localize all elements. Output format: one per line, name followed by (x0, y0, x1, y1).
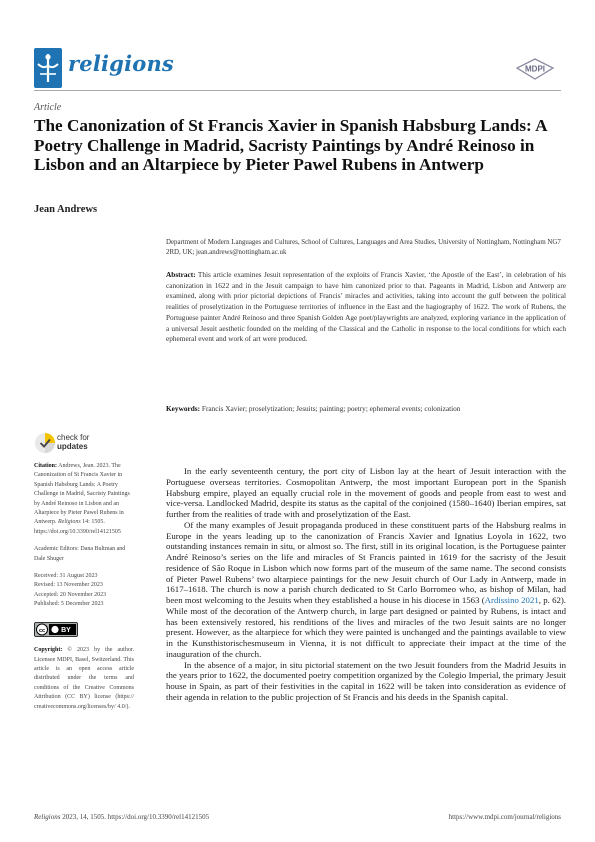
article-type: Article (34, 102, 62, 113)
article-title: The Canonization of St Francis Xavier in Spanish Habsburg Lands: A Poetry Challenge in Madrid, Sacristy Paintings by André Reinoso in Lisbon and an Altarpiece by Pieter Pawel Rubens in Antwerp (34, 116, 547, 174)
svg-text:cc: cc (38, 627, 46, 634)
copyright-text: © 2023 by the author. Licensee MDPI, Basel, Switzerland. This article is an open access article distributed under the terms and conditions of the Creative Commons Attribution (CC BY) license (https:// creativecommons.org/licenses/by/ 4.0/). (34, 647, 135, 710)
mdpi-logo-icon (515, 58, 555, 80)
academic-editors: Academic Editors: Dana Bultman and Dale Shuger (34, 546, 126, 562)
religions-logo-icon (34, 48, 62, 88)
published-date: Published: 5 December 2023 (34, 601, 104, 608)
body-paragraph-2-text-b: , p. 62). While most of the decoration of the Antwerp church, in large part designed or painted by Rubens, is intact and has been extensively restored, his renditions of the lives and miracles of the two Jesuit saints are no longer present. However, as the altarpiece for which they were painted is unchanged and the paintings available to view in the Kunsthistorischesmuseum in Vienna, it is not difficult to appreciate their impact at the time of the inauguration of the church. (166, 595, 567, 659)
citation-doi[interactable]: 14: 1505. https://doi.org/10.3390/rel14121505 (34, 519, 121, 535)
citation (34, 462, 134, 537)
keywords (166, 404, 566, 415)
accepted-date: Accepted: 20 November 2023 (34, 591, 107, 598)
keywords-text: Francis Xavier; proselytization; Jesuits; painting; poetry; ephemeral events; colonization (201, 404, 461, 413)
cc-by-license-icon[interactable] (34, 622, 78, 637)
keywords-label: Keywords: (166, 404, 201, 413)
svg-text:BY: BY (61, 626, 71, 634)
author-affiliation: Department of Modern Languages and Cultures, School of Cultures, Languages and Area Studies, University of Nottingham, Nottingham NG7 2RD, UK; jean.andrews@nottingham.ac.uk (166, 239, 561, 256)
abstract-text: This article examines Jesuit representation of the exploits of Francis Xavier, ‘the Apostle of the East’, in celebration of his canonization in 1622 and in the Jesuit campaign to have him canonized prior to that. Pageants in Madrid, Lisbon and Antwerp are examined, along with prior pictorial depictions of Francis’ miracles and activities, taking into account the gulf between the political realities of proselytization in the Portuguese territories of influence in the East and the hagiography of 1622. The work of Rubens, the Portuguese painter André Reinoso and three Spanish Golden Age poet/playwrights are analyzed, exploring variance in the application of a universal Jesuit aesthetic founded on the melding of the Classical and the Catholic in response to the local conditions for which each ephemeral event and work of art were produced. (166, 270, 566, 344)
citation-text: Andrews, Jean. 2023. The Canonization of St Francis Xavier in Spanish Habsburg Lands: A Poetry Challenge in Madrid, Sacristy Paintings by André Reinoso in Lisbon and an Altarpiece by Pieter Pawel Rubens in Antwerp. (34, 463, 130, 526)
footer-citation (34, 813, 209, 821)
body-paragraph-2 (166, 520, 566, 660)
revised-date: Revised: 13 November 2023 (34, 582, 103, 589)
article-body (166, 466, 566, 703)
svg-text:MDPI: MDPI (525, 64, 545, 74)
author-name: Jean Andrews (34, 204, 98, 215)
abstract-label: Abstract: (166, 270, 196, 279)
sidebar (34, 462, 134, 712)
check-updates-icon (34, 432, 56, 454)
publication-dates (34, 572, 134, 610)
reference-link[interactable]: Ardissino 2021 (484, 595, 539, 605)
body-paragraph-1: In the early seventeenth century, the port city of Lisbon lay at the heart of Jesuit interaction with the Portuguese overseas territories. Cosmopolitan Antwerp, the most important European port in the Spanish Habsburg empire, played an equally crucial role in the movement of goods and people from east to west and vice-versa. Landlocked Madrid, despite its status as the capital of the conjoined (1580–1640) Iberian empires, sat further from the realities of trade with and proselytization of the East. (166, 466, 566, 519)
footer-doi[interactable]: 2023, 14, 1505. https://doi.org/10.3390/rel14121505 (62, 813, 210, 821)
check-for-updates-button[interactable] (34, 432, 94, 458)
citation-journal: Religions (58, 519, 81, 526)
copyright-label: Copyright: (34, 647, 63, 654)
abstract (166, 270, 566, 345)
journal-name: religions (68, 51, 174, 76)
check-updates-line2: updates (57, 441, 88, 451)
check-updates-line1: check for (57, 433, 90, 442)
body-paragraph-3: In the absence of a major, in situ pictorial statement on the two Jesuit founders from the Madrid Jesuits in the years prior to 1622, the documented poetry competition organized by the Colegio Imperial, the primary Jesuit house in Spain, as part of their festivities in the capital in 1622 will be taken into consideration as evidence of their agenda in relation to the public projection of St Francis and his deeds in the Spanish capital. (166, 659, 566, 702)
body-paragraph-2-text-a: Of the many examples of Jesuit propaganda produced in these constituent parts of the Habsburg realms in Europe in the years leading up to the canonization of Francis Xavier and Ignatius Loyola in 1622, two outstanding instances remain in situ, or almost so. The first, still in its original location, is the Portuguese painter André Reinoso’s series on the life and miracles of St Francis painted in 1619 for the sacristy of the Jesuit residence of São Roque in Lisbon which now forms part of the museum of the same name. The second consists of Pieter Pawel Rubens’ two altarpiece paintings for the new Jesuit church of Our Lady in Antwerp, made in 1617–1618. The church is now a parish church dedicated to St Carlo Borromeo who, as bishop of Milan, had been most welcoming to the Jesuits when they established a house in his diocese in 1563 ( (166, 519, 566, 605)
received-date: Received: 31 August 2023 (34, 573, 98, 580)
footer-journal: Religions (34, 813, 61, 821)
copyright (34, 646, 134, 712)
header-divider (34, 90, 561, 91)
footer-url[interactable]: https://www.mdpi.com/journal/religions (448, 813, 561, 821)
citation-label: Citation: (34, 463, 57, 469)
